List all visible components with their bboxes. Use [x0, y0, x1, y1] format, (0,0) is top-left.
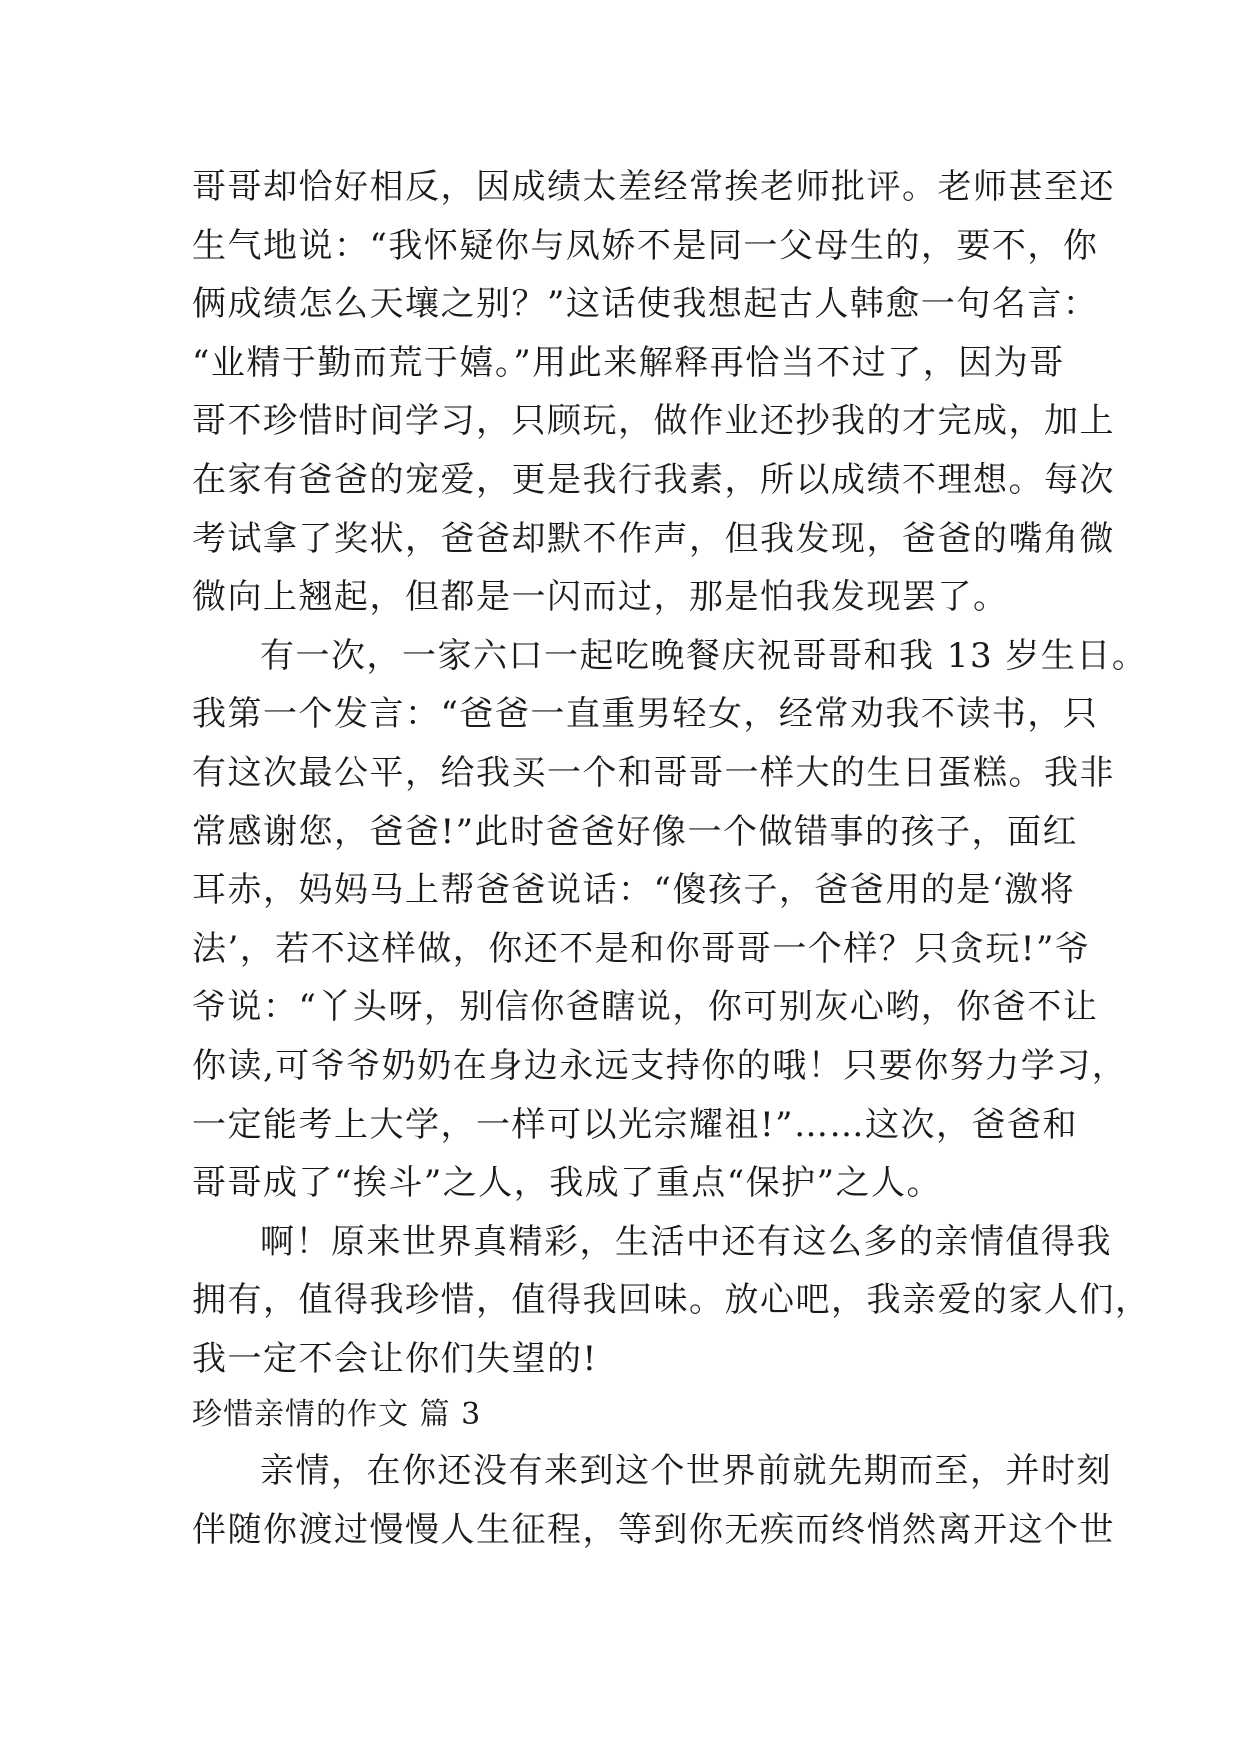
paragraph-4	[192, 1442, 1115, 1559]
text-line: “业精于勤而荒于嬉。”用此来解释再恰当不过了，因为哥	[192, 342, 1065, 383]
paragraph-2	[192, 627, 1148, 1213]
document-body	[192, 158, 1151, 1560]
text-line: 哥哥却恰好相反，因成绩太差经常挨老师批评。老师甚至还	[192, 167, 1115, 207]
text-line: 哥不珍惜时间学习，只顾玩，做作业还抄我的才完成，加上	[192, 401, 1115, 442]
paragraph-1	[192, 158, 1115, 627]
text-line: 我第一个发言：“爸爸一直重男轻女，经常劝我不读书，只	[192, 694, 1099, 735]
text-line: 爷说：“丫头呀，别信你爸瞎说，你可别灰心哟，你爸不让	[192, 987, 1099, 1028]
text-line: 伴随你渡过慢慢人生征程，等到你无疾而终悄然离开这个世	[192, 1510, 1115, 1551]
text-line: 哥哥成了“挨斗”之人，我成了重点“保护”之人。	[192, 1163, 943, 1204]
text-line: 亲情，在你还没有来到这个世界前就先期而至，并时刻	[260, 1451, 1112, 1492]
text-line: 啊！原来世界真精彩，生活中还有这么多的亲情值得我	[260, 1221, 1112, 1262]
text-line: 考试拿了奖状，爸爸却默不作声，但我发现，爸爸的嘴角微	[192, 518, 1115, 559]
text-line: 有这次最公平，给我买一个和哥哥一样大的生日蛋糕。我非	[192, 752, 1115, 793]
text-line: 耳赤，妈妈马上帮爸爸说话：“傻孩子，爸爸用的是‘激将	[192, 870, 1076, 911]
text-line: 有一次，一家六口一起吃晚餐庆祝哥哥和我 13 岁生日。	[260, 635, 1148, 676]
text-line: 法’，若不这样做，你还不是和你哥哥一个样？只贪玩!”爷	[192, 928, 1091, 969]
text-line: 拥有，值得我珍惜，值得我回味。放心吧，我亲爱的家人们，	[192, 1280, 1151, 1321]
text-line: 俩成绩怎么天壤之别？”这话使我想起古人韩愈一句名言：	[192, 284, 1099, 325]
text-line: 微向上翘起，但都是一闪而过，那是怕我发现罢了。	[192, 577, 1009, 618]
text-line: 你读,可爷爷奶奶在身边永远支持你的哦！只要你努力学习，	[192, 1045, 1128, 1086]
section-heading: 珍惜亲情的作文 篇 3	[192, 1397, 482, 1433]
text-line: 一定能考上大学，一样可以光宗耀祖!”……这次，爸爸和	[192, 1104, 1079, 1145]
text-line: 常感谢您，爸爸!”此时爸爸好像一个做错事的孩子，面红	[192, 811, 1079, 852]
text-line: 生气地说：“我怀疑你与凤娇不是同一父母生的，要不，你	[192, 225, 1099, 266]
text-line: 我一定不会让你们失望的!	[192, 1338, 598, 1379]
text-line: 在家有爸爸的宠爱，更是我行我素，所以成绩不理想。每次	[192, 459, 1115, 500]
paragraph-3	[192, 1213, 1151, 1389]
